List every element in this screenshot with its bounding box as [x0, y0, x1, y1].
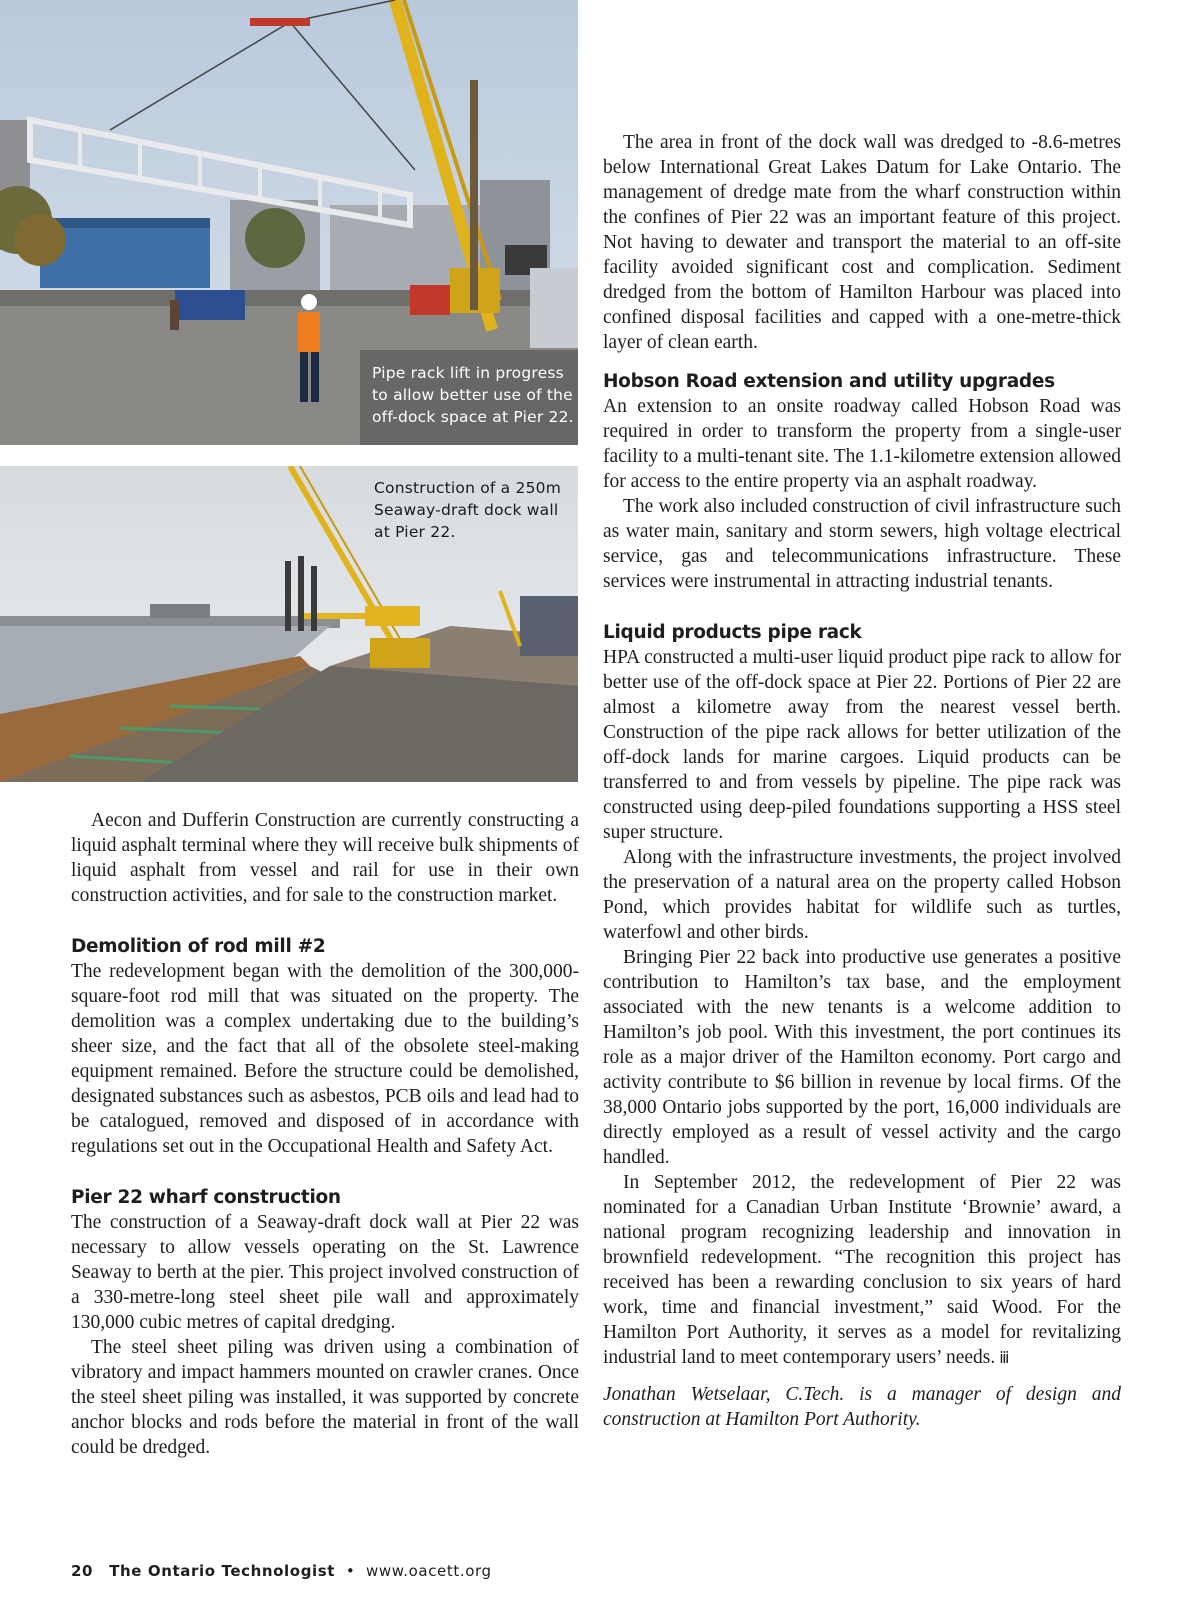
page-footer [71, 1562, 492, 1580]
footer-url[interactable]: www.oacett.org [366, 1562, 492, 1580]
author-byline: Jonathan Wetselaar, C.Tech. is a manager of design and construction at Hamilton Port Authority. [603, 1384, 1121, 1430]
page-number: 20 [71, 1562, 94, 1580]
section-paragraph: The steel sheet piling was driven using a combination of vibratory and impact hammers mounted on crawler cranes. Once the steel sheet piling was installed, it was supported by concrete anchor blocks and rods before the material in front of the wall could be dredged. [71, 1337, 579, 1458]
section-paragraph: The redevelopment began with the demolition of the 300,000-square-foot rod mill that was situated on the property. The demolition was a complex undertaking due to the building’s sheer size, and the fact that all of the obsolete steel-making equipment remained. Before the structure could be demolished, designated substances such as asbestos, PCB oils and lead had to be catalogued, removed and disposed of in accordance with regulations set out in the Occupational Health and Safety Act. [71, 961, 579, 1157]
pipe-rack-caption: Pipe rack lift in progress to allow better use of the off-dock space at Pier 22. [372, 364, 574, 426]
section-heading-demolition: Demolition of rod mill #2 [71, 936, 326, 957]
right-column [603, 130, 1121, 1432]
end-mark-icon: ⅲ [999, 1348, 1010, 1367]
section-paragraph: An extension to an onsite roadway called Hobson Road was required in order to transform the property from a single-user facility to a multi-tenant site. The 1.1-kilometre extension allowed for access to the entire property via an asphalt roadway. [603, 396, 1121, 492]
section-heading-pipe-rack: Liquid products pipe rack [603, 622, 862, 643]
section-heading-wharf: Pier 22 wharf construction [71, 1187, 341, 1208]
section-paragraph: The work also included construction of civil infrastructure such as water main, sanitary and storm sewers, high voltage electrical service, gas and telecommunications infrastructure. These services were instrumental in attracting industrial tenants. [603, 496, 1121, 592]
publication-name: The Ontario Technologist [109, 1562, 336, 1580]
left-column [71, 808, 579, 1460]
section-paragraph: Along with the infrastructure investments, the project involved the preservation of a natural area on the property called Hobson Pond, which provides habitat for wildlife such as turtles, waterfowl and other birds. [603, 847, 1121, 943]
section-paragraph: Bringing Pier 22 back into productive use generates a positive contribution to Hamilton’s tax base, and the employment associated with the new tenants is a welcome addition to Hamilton’s job pool. With this investment, the port continues its role as a major driver of the Hamilton economy. Port cargo and activity contribute to $6 billion in revenue by local firms. Of the 38,000 Ontario jobs supported by the port, 16,000 individuals are directly employed as a result of vessel activity and the cargo handled. [603, 947, 1121, 1168]
footer-separator: • [345, 1562, 356, 1580]
dock-wall-caption: Construction of a 250m Seaway-draft dock wall at Pier 22. [374, 479, 561, 541]
closing-paragraph [603, 1170, 1121, 1370]
right-intro: The area in front of the dock wall was dredged to -8.6-metres below International Great Lakes Datum for Lake Ontario. The management of dredge mate from the wharf construction within the confines of Pier 22 was an important feature of this project. Not having to dewater and transport the material to an off-site facility avoided significant cost and complication. Sediment dredged from the bottom of Hamilton Harbour was placed into confined disposal facilities and capped with a one-metre-thick layer of clean earth. [603, 132, 1121, 353]
closing-text: In September 2012, the redevelopment of Pier 22 was nominated for a Canadian Urban Institute ‘Brownie’ award, a national program recognizing leadership and innovation in brownfield redevelopment. “The recognition this project has received has been a rewarding conclusion to six years of hard work, time and financial investment,” said Wood. For the Hamilton Port Authority, it serves as a model for revitalizing industrial land to meet contemporary users’ needs. [603, 1172, 1121, 1368]
section-heading-hobson-road: Hobson Road extension and utility upgrades [603, 371, 1055, 392]
section-paragraph: HPA constructed a multi-user liquid product pipe rack to allow for better use of the off-dock space at Pier 22. Portions of Pier 22 are almost a kilometre away from the nearest vessel berth. Construction of the pipe rack allows for better utilization of the off-dock lands for marine cargoes. Liquid products can be transferred to and from vessels by pipeline. The pipe rack was constructed using deep-piled foundations supporting a HSS steel super structure. [603, 647, 1121, 843]
left-intro: Aecon and Dufferin Construction are currently constructing a liquid asphalt terminal where they will receive bulk shipments of liquid asphalt from vessel and rail for use in their own construction activities, and for sale to the construction market. [71, 810, 579, 906]
section-paragraph: The construction of a Seaway-draft dock wall at Pier 22 was necessary to allow vessels operating on the St. Lawrence Seaway to berth at the pier. This project involved construction of a 330-metre-long steel sheet pile wall and approximately 130,000 cubic metres of capital dredging. [71, 1212, 579, 1333]
